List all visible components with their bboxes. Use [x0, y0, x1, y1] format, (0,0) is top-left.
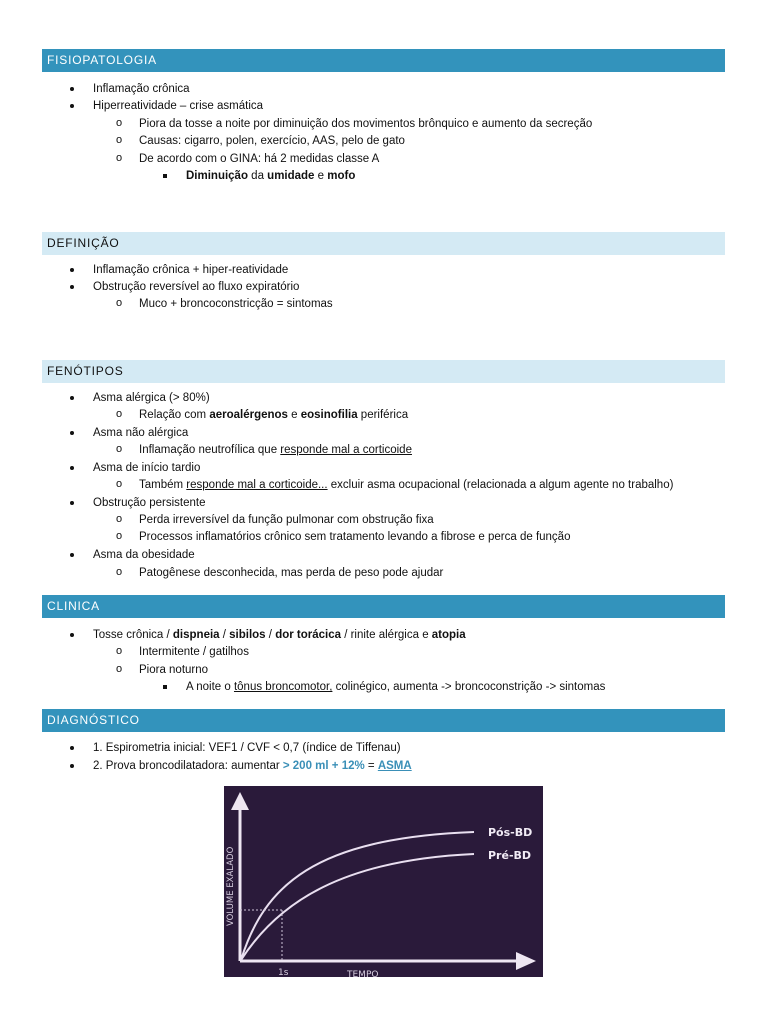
list-item: Inflamação neutrofílica que responde mal a corticoide — [139, 444, 412, 456]
bullet-icon — [70, 764, 74, 768]
circle-bullet-icon: o — [116, 408, 123, 420]
pre-bd-label: Pré-BD — [488, 849, 532, 862]
bullet-icon — [70, 285, 74, 289]
list-item: Asma de início tardio — [93, 462, 201, 474]
list-item: 1. Espirometria inicial: VEF1 / CVF < 0,7 (índice de Tiffenau) — [93, 742, 401, 754]
y-axis-label: VOLUME EXALADO — [226, 846, 236, 926]
square-bullet-icon — [163, 685, 167, 689]
circle-bullet-icon: o — [116, 117, 123, 129]
section-header-diagnostico: DIAGNÓSTICO — [42, 709, 725, 732]
circle-bullet-icon: o — [116, 134, 123, 146]
list-item: Asma não alérgica — [93, 427, 189, 439]
y-axis-arrow-icon — [231, 792, 249, 810]
x-axis-arrow-icon — [516, 952, 536, 970]
bullet-icon — [70, 746, 74, 750]
list-item: Perda irreversível da função pulmonar com obstrução fixa — [139, 514, 434, 526]
bullet-icon — [70, 87, 74, 91]
list-item: Causas: cigarro, polen, exercício, AAS, pelo de gato — [139, 135, 405, 147]
section-header-fenotipos: FENÓTIPOS — [42, 360, 725, 383]
bullet-icon — [70, 633, 74, 637]
spirometry-diagram — [224, 786, 543, 977]
section-header-clinica: CLINICA — [42, 595, 725, 618]
bullet-icon — [70, 268, 74, 272]
list-item: Também responde mal a corticoide... excluir asma ocupacional (relacionada a algum agente no trabalho) — [139, 479, 674, 491]
list-item: Relação com aeroalérgenos e eosinofilia periférica — [139, 409, 409, 421]
section-header-fisiopatologia: FISIOPATOLOGIA — [42, 49, 725, 72]
pre-bd-curve — [241, 854, 474, 960]
list-item: Tosse crônica / dispneia / sibilos / dor torácica / rinite alérgica e atopia — [93, 629, 466, 641]
list-item: Intermitente / gatilhos — [139, 646, 249, 658]
post-bd-curve — [241, 832, 474, 960]
list-item: Piora noturno — [139, 664, 209, 676]
spirometry-figure — [224, 786, 543, 977]
list-item: Asma alérgica (> 80%) — [93, 392, 210, 404]
list-item: 2. Prova broncodilatadora: aumentar > 200 ml + 12% = ASMA — [93, 760, 412, 772]
list-item: Inflamação crônica — [93, 83, 190, 95]
circle-bullet-icon: o — [116, 530, 123, 542]
bullet-icon — [70, 396, 74, 400]
list-item: Asma da obesidade — [93, 549, 195, 561]
list-item: A noite o tônus broncomotor, colinégico, aumenta -> broncoconstrição -> sintomas — [186, 681, 606, 693]
square-bullet-icon — [163, 174, 167, 178]
list-item: Obstrução persistente — [93, 497, 206, 509]
list-item: Processos inflamatórios crônico sem tratamento levando a fibrose e perca de função — [139, 531, 571, 543]
list-item: De acordo com o GINA: há 2 medidas classe A — [139, 153, 380, 165]
circle-bullet-icon: o — [116, 566, 123, 578]
circle-bullet-icon: o — [116, 478, 123, 490]
section-header-definicao: DEFINIÇÃO — [42, 232, 725, 255]
bullet-icon — [70, 104, 74, 108]
list-item: Inflamação crônica + hiper-reatividade — [93, 264, 289, 276]
circle-bullet-icon: o — [116, 513, 123, 525]
bullet-icon — [70, 466, 74, 470]
bullet-icon — [70, 501, 74, 505]
list-item: Muco + broncoconstricção = sintomas — [139, 298, 333, 310]
bullet-icon — [70, 553, 74, 557]
circle-bullet-icon: o — [116, 443, 123, 455]
circle-bullet-icon: o — [116, 645, 123, 657]
circle-bullet-icon: o — [116, 663, 123, 675]
list-item: Patogênese desconhecida, mas perda de peso pode ajudar — [139, 567, 444, 579]
post-bd-label: Pós-BD — [488, 826, 533, 839]
circle-bullet-icon: o — [116, 152, 123, 164]
bullet-icon — [70, 431, 74, 435]
list-item: Hiperreatividade – crise asmática — [93, 100, 264, 112]
list-item: Piora da tosse a noite por diminuição dos movimentos brônquico e aumento da secreção — [139, 118, 593, 130]
circle-bullet-icon: o — [116, 297, 123, 309]
tick-label: 1s — [278, 968, 289, 977]
list-item: Diminuição da umidade e mofo — [186, 170, 356, 182]
x-axis-label: TEMPO — [347, 970, 379, 977]
list-item: Obstrução reversível ao fluxo expiratório — [93, 281, 300, 293]
